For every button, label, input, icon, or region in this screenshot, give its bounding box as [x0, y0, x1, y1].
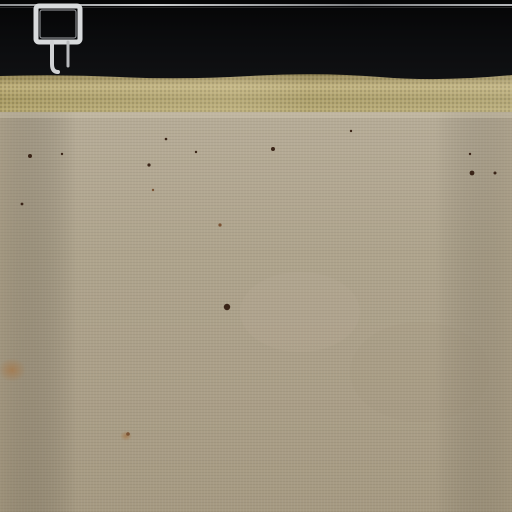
metal-hanging-hook	[30, 2, 90, 78]
linen-fabric	[0, 112, 512, 512]
stain	[120, 431, 132, 441]
